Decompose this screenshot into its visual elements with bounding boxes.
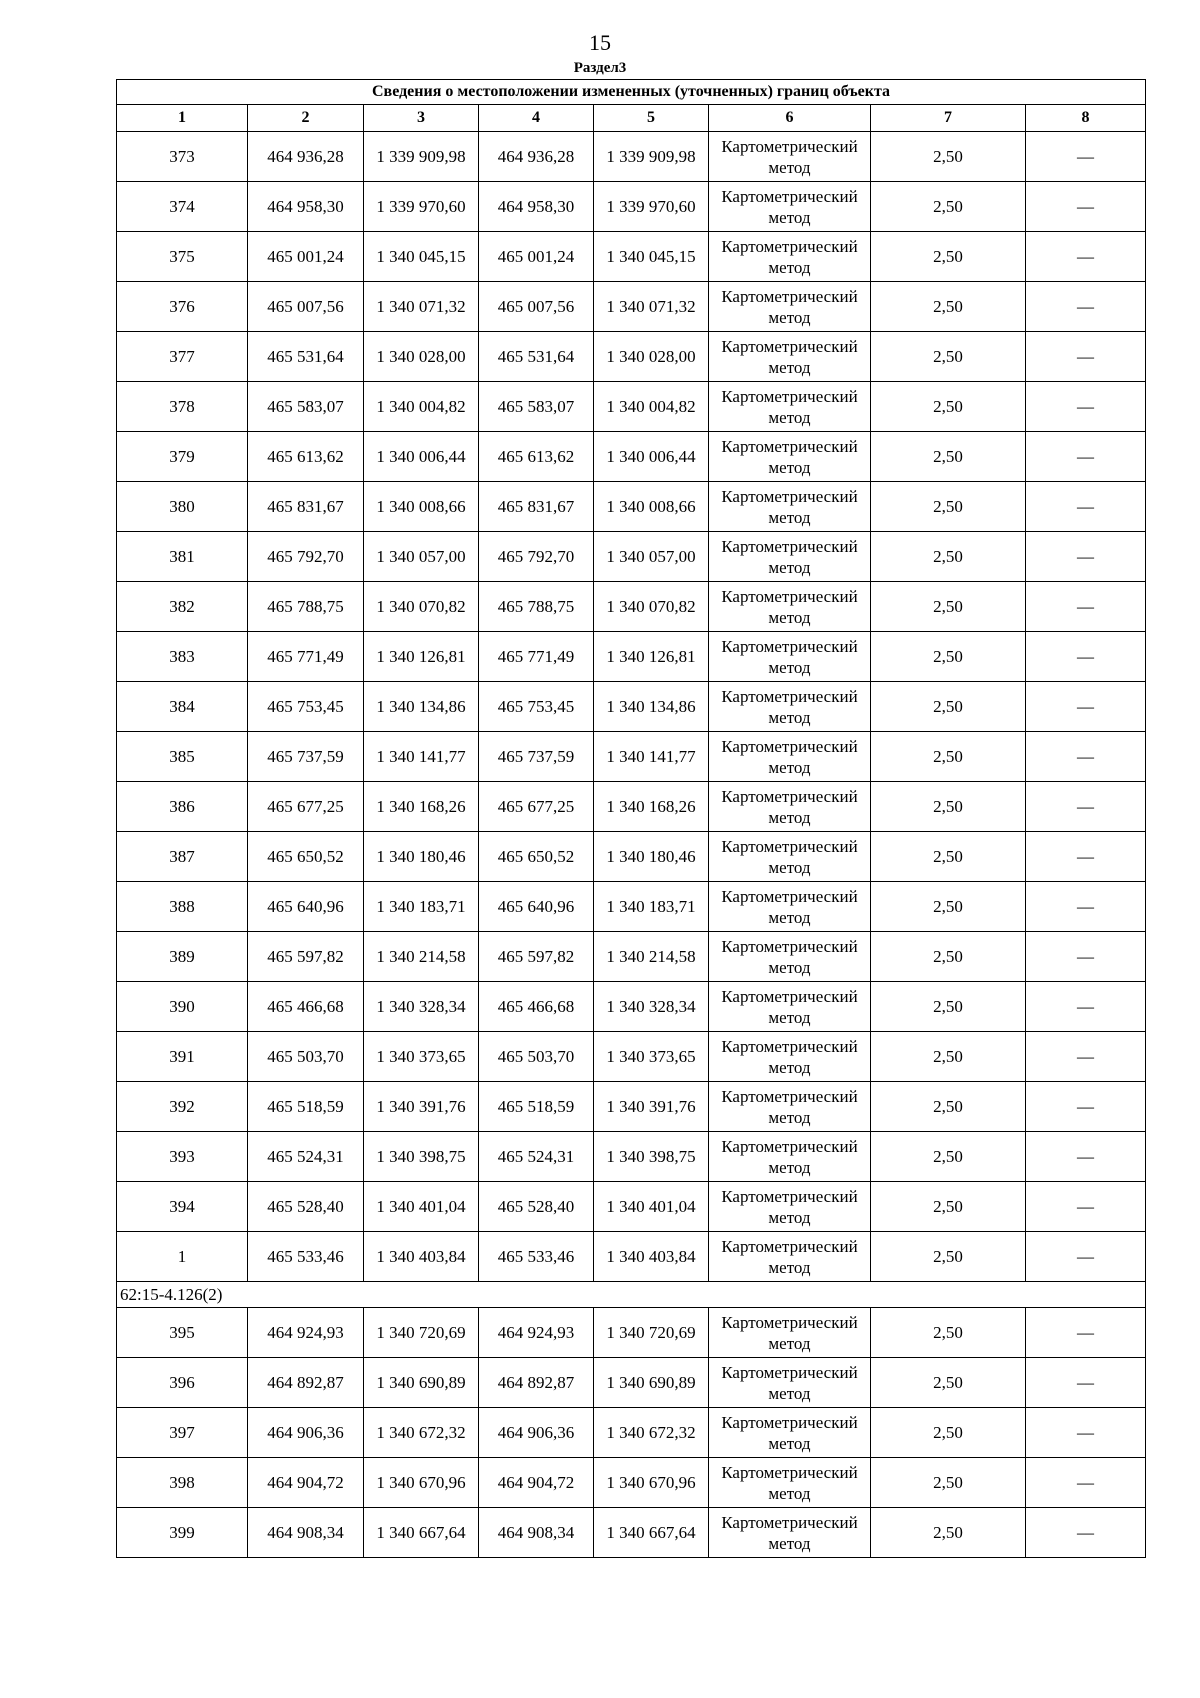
method-cell: Картометрический метод <box>709 432 871 482</box>
existing-x-cell: 465 640,96 <box>248 882 364 932</box>
new-y-cell: 1 340 214,58 <box>594 932 709 982</box>
new-y-cell: 1 340 672,32 <box>594 1408 709 1458</box>
existing-x-cell: 465 503,70 <box>248 1032 364 1082</box>
table-row <box>117 882 1146 932</box>
new-y-cell: 1 340 391,76 <box>594 1082 709 1132</box>
accuracy-cell: 2,50 <box>871 1458 1026 1508</box>
point-number-cell: 395 <box>117 1308 248 1358</box>
existing-y-cell: 1 340 134,86 <box>364 682 479 732</box>
point-number-cell: 380 <box>117 482 248 532</box>
description-cell: — <box>1026 582 1146 632</box>
point-number-cell: 389 <box>117 932 248 982</box>
existing-y-cell: 1 340 071,32 <box>364 282 479 332</box>
column-header: 5 <box>594 105 709 132</box>
description-cell: — <box>1026 882 1146 932</box>
description-cell: — <box>1026 1132 1146 1182</box>
new-y-cell: 1 340 134,86 <box>594 682 709 732</box>
accuracy-cell: 2,50 <box>871 932 1026 982</box>
existing-y-cell: 1 340 672,32 <box>364 1408 479 1458</box>
method-cell: Картометрический метод <box>709 882 871 932</box>
new-y-cell: 1 340 057,00 <box>594 532 709 582</box>
table-row <box>117 732 1146 782</box>
point-number-cell: 397 <box>117 1408 248 1458</box>
accuracy-cell: 2,50 <box>871 282 1026 332</box>
new-y-cell: 1 340 183,71 <box>594 882 709 932</box>
point-number-cell: 392 <box>117 1082 248 1132</box>
new-x-cell: 465 007,56 <box>479 282 594 332</box>
method-cell: Картометрический метод <box>709 682 871 732</box>
table-row <box>117 132 1146 182</box>
point-number-cell: 388 <box>117 882 248 932</box>
existing-y-cell: 1 339 970,60 <box>364 182 479 232</box>
point-number-cell: 382 <box>117 582 248 632</box>
description-cell: — <box>1026 432 1146 482</box>
new-x-cell: 465 788,75 <box>479 582 594 632</box>
table-title: Сведения о местоположении измененных (уточненных) границ объекта <box>117 80 1146 105</box>
description-cell: — <box>1026 982 1146 1032</box>
point-number-cell: 394 <box>117 1182 248 1232</box>
description-cell: — <box>1026 1232 1146 1282</box>
existing-y-cell: 1 340 670,96 <box>364 1458 479 1508</box>
new-x-cell: 464 906,36 <box>479 1408 594 1458</box>
existing-x-cell: 465 524,31 <box>248 1132 364 1182</box>
new-y-cell: 1 340 720,69 <box>594 1308 709 1358</box>
description-cell: — <box>1026 1308 1146 1358</box>
method-cell: Картометрический метод <box>709 632 871 682</box>
method-cell: Картометрический метод <box>709 482 871 532</box>
new-x-cell: 465 792,70 <box>479 532 594 582</box>
method-cell: Картометрический метод <box>709 232 871 282</box>
accuracy-cell: 2,50 <box>871 1082 1026 1132</box>
existing-y-cell: 1 339 909,98 <box>364 132 479 182</box>
accuracy-cell: 2,50 <box>871 732 1026 782</box>
existing-y-cell: 1 340 391,76 <box>364 1082 479 1132</box>
new-x-cell: 465 831,67 <box>479 482 594 532</box>
method-cell: Картометрический метод <box>709 1358 871 1408</box>
accuracy-cell: 2,50 <box>871 682 1026 732</box>
table-row <box>117 932 1146 982</box>
existing-y-cell: 1 340 057,00 <box>364 532 479 582</box>
existing-y-cell: 1 340 401,04 <box>364 1182 479 1232</box>
new-x-cell: 465 737,59 <box>479 732 594 782</box>
method-cell: Картометрический метод <box>709 1508 871 1558</box>
existing-x-cell: 465 831,67 <box>248 482 364 532</box>
new-y-cell: 1 340 126,81 <box>594 632 709 682</box>
new-x-cell: 465 583,07 <box>479 382 594 432</box>
existing-x-cell: 465 533,46 <box>248 1232 364 1282</box>
method-cell: Картометрический метод <box>709 1132 871 1182</box>
description-cell: — <box>1026 932 1146 982</box>
description-cell: — <box>1026 1082 1146 1132</box>
new-x-cell: 464 892,87 <box>479 1358 594 1408</box>
existing-y-cell: 1 340 008,66 <box>364 482 479 532</box>
accuracy-cell: 2,50 <box>871 1182 1026 1232</box>
column-header: 8 <box>1026 105 1146 132</box>
method-cell: Картометрический метод <box>709 532 871 582</box>
existing-x-cell: 464 958,30 <box>248 182 364 232</box>
existing-x-cell: 465 466,68 <box>248 982 364 1032</box>
description-cell: — <box>1026 482 1146 532</box>
point-number-cell: 385 <box>117 732 248 782</box>
existing-y-cell: 1 340 004,82 <box>364 382 479 432</box>
existing-y-cell: 1 340 141,77 <box>364 732 479 782</box>
new-x-cell: 465 771,49 <box>479 632 594 682</box>
table-row <box>117 1082 1146 1132</box>
existing-x-cell: 465 788,75 <box>248 582 364 632</box>
existing-y-cell: 1 340 373,65 <box>364 1032 479 1082</box>
new-y-cell: 1 340 401,04 <box>594 1182 709 1232</box>
table-row <box>117 282 1146 332</box>
accuracy-cell: 2,50 <box>871 882 1026 932</box>
table-row <box>117 382 1146 432</box>
new-x-cell: 464 908,34 <box>479 1508 594 1558</box>
new-x-cell: 465 597,82 <box>479 932 594 982</box>
existing-y-cell: 1 340 403,84 <box>364 1232 479 1282</box>
method-cell: Картометрический метод <box>709 1032 871 1082</box>
existing-x-cell: 464 906,36 <box>248 1408 364 1458</box>
accuracy-cell: 2,50 <box>871 982 1026 1032</box>
boundary-coordinates-table <box>116 79 1146 1558</box>
method-cell: Картометрический метод <box>709 1232 871 1282</box>
existing-x-cell: 465 737,59 <box>248 732 364 782</box>
parcel-group-row <box>117 1282 1146 1308</box>
new-x-cell: 465 613,62 <box>479 432 594 482</box>
description-cell: — <box>1026 1032 1146 1082</box>
accuracy-cell: 2,50 <box>871 532 1026 582</box>
table-row <box>117 1232 1146 1282</box>
new-y-cell: 1 340 690,89 <box>594 1358 709 1408</box>
column-header: 6 <box>709 105 871 132</box>
description-cell: — <box>1026 1408 1146 1458</box>
new-y-cell: 1 340 008,66 <box>594 482 709 532</box>
new-y-cell: 1 340 071,32 <box>594 282 709 332</box>
table-row <box>117 232 1146 282</box>
existing-y-cell: 1 340 168,26 <box>364 782 479 832</box>
table-row <box>117 1132 1146 1182</box>
method-cell: Картометрический метод <box>709 782 871 832</box>
new-y-cell: 1 340 403,84 <box>594 1232 709 1282</box>
existing-y-cell: 1 340 690,89 <box>364 1358 479 1408</box>
table-row <box>117 1508 1146 1558</box>
point-number-cell: 377 <box>117 332 248 382</box>
description-cell: — <box>1026 382 1146 432</box>
page-number: 15 <box>589 30 611 55</box>
existing-x-cell: 464 924,93 <box>248 1308 364 1358</box>
existing-y-cell: 1 340 180,46 <box>364 832 479 882</box>
new-x-cell: 465 753,45 <box>479 682 594 732</box>
method-cell: Картометрический метод <box>709 182 871 232</box>
column-header: 7 <box>871 105 1026 132</box>
existing-y-cell: 1 340 070,82 <box>364 582 479 632</box>
method-cell: Картометрический метод <box>709 1082 871 1132</box>
existing-y-cell: 1 340 045,15 <box>364 232 479 282</box>
accuracy-cell: 2,50 <box>871 632 1026 682</box>
description-cell: — <box>1026 1182 1146 1232</box>
point-number-cell: 398 <box>117 1458 248 1508</box>
point-number-cell: 393 <box>117 1132 248 1182</box>
existing-x-cell: 464 936,28 <box>248 132 364 182</box>
point-number-cell: 378 <box>117 382 248 432</box>
point-number-cell: 375 <box>117 232 248 282</box>
method-cell: Картометрический метод <box>709 282 871 332</box>
new-y-cell: 1 340 141,77 <box>594 732 709 782</box>
method-cell: Картометрический метод <box>709 332 871 382</box>
table-row <box>117 532 1146 582</box>
accuracy-cell: 2,50 <box>871 132 1026 182</box>
accuracy-cell: 2,50 <box>871 1358 1026 1408</box>
point-number-cell: 1 <box>117 1232 248 1282</box>
description-cell: — <box>1026 1458 1146 1508</box>
method-cell: Картометрический метод <box>709 1408 871 1458</box>
existing-x-cell: 465 613,62 <box>248 432 364 482</box>
accuracy-cell: 2,50 <box>871 1232 1026 1282</box>
accuracy-cell: 2,50 <box>871 182 1026 232</box>
method-cell: Картометрический метод <box>709 832 871 882</box>
new-x-cell: 465 640,96 <box>479 882 594 932</box>
existing-x-cell: 465 753,45 <box>248 682 364 732</box>
point-number-cell: 383 <box>117 632 248 682</box>
column-header-row <box>117 105 1146 132</box>
table-row <box>117 982 1146 1032</box>
existing-x-cell: 465 771,49 <box>248 632 364 682</box>
existing-y-cell: 1 340 720,69 <box>364 1308 479 1358</box>
point-number-cell: 373 <box>117 132 248 182</box>
method-cell: Картометрический метод <box>709 382 871 432</box>
description-cell: — <box>1026 232 1146 282</box>
existing-x-cell: 465 001,24 <box>248 232 364 282</box>
table-row <box>117 832 1146 882</box>
existing-x-cell: 465 650,52 <box>248 832 364 882</box>
existing-y-cell: 1 340 667,64 <box>364 1508 479 1558</box>
new-x-cell: 464 924,93 <box>479 1308 594 1358</box>
new-y-cell: 1 339 909,98 <box>594 132 709 182</box>
new-x-cell: 465 518,59 <box>479 1082 594 1132</box>
point-number-cell: 387 <box>117 832 248 882</box>
accuracy-cell: 2,50 <box>871 332 1026 382</box>
new-y-cell: 1 340 180,46 <box>594 832 709 882</box>
new-y-cell: 1 340 045,15 <box>594 232 709 282</box>
new-x-cell: 464 904,72 <box>479 1458 594 1508</box>
new-x-cell: 465 677,25 <box>479 782 594 832</box>
table-row <box>117 432 1146 482</box>
table-row <box>117 1358 1146 1408</box>
new-y-cell: 1 340 004,82 <box>594 382 709 432</box>
table-row <box>117 1458 1146 1508</box>
point-number-cell: 399 <box>117 1508 248 1558</box>
point-number-cell: 381 <box>117 532 248 582</box>
new-y-cell: 1 340 373,65 <box>594 1032 709 1082</box>
new-x-cell: 465 533,46 <box>479 1232 594 1282</box>
accuracy-cell: 2,50 <box>871 782 1026 832</box>
description-cell: — <box>1026 782 1146 832</box>
point-number-cell: 390 <box>117 982 248 1032</box>
column-header: 1 <box>117 105 248 132</box>
accuracy-cell: 2,50 <box>871 582 1026 632</box>
method-cell: Картометрический метод <box>709 732 871 782</box>
table-title-row <box>117 80 1146 105</box>
accuracy-cell: 2,50 <box>871 1408 1026 1458</box>
accuracy-cell: 2,50 <box>871 482 1026 532</box>
table-row <box>117 782 1146 832</box>
description-cell: — <box>1026 182 1146 232</box>
existing-x-cell: 465 531,64 <box>248 332 364 382</box>
section-label: Раздел3 <box>573 60 627 76</box>
accuracy-cell: 2,50 <box>871 1508 1026 1558</box>
new-y-cell: 1 340 168,26 <box>594 782 709 832</box>
table-row <box>117 632 1146 682</box>
point-number-cell: 396 <box>117 1358 248 1408</box>
new-x-cell: 465 650,52 <box>479 832 594 882</box>
description-cell: — <box>1026 1358 1146 1408</box>
description-cell: — <box>1026 682 1146 732</box>
new-x-cell: 465 524,31 <box>479 1132 594 1182</box>
existing-y-cell: 1 340 006,44 <box>364 432 479 482</box>
method-cell: Картометрический метод <box>709 132 871 182</box>
column-header: 2 <box>248 105 364 132</box>
existing-x-cell: 464 892,87 <box>248 1358 364 1408</box>
description-cell: — <box>1026 282 1146 332</box>
new-x-cell: 465 503,70 <box>479 1032 594 1082</box>
existing-x-cell: 465 007,56 <box>248 282 364 332</box>
existing-x-cell: 465 528,40 <box>248 1182 364 1232</box>
new-y-cell: 1 340 670,96 <box>594 1458 709 1508</box>
new-y-cell: 1 340 070,82 <box>594 582 709 632</box>
accuracy-cell: 2,50 <box>871 382 1026 432</box>
description-cell: — <box>1026 832 1146 882</box>
method-cell: Картометрический метод <box>709 582 871 632</box>
method-cell: Картометрический метод <box>709 932 871 982</box>
method-cell: Картометрический метод <box>709 1308 871 1358</box>
column-header: 4 <box>479 105 594 132</box>
new-x-cell: 464 958,30 <box>479 182 594 232</box>
table-row <box>117 332 1146 382</box>
method-cell: Картометрический метод <box>709 1458 871 1508</box>
existing-x-cell: 464 908,34 <box>248 1508 364 1558</box>
existing-y-cell: 1 340 214,58 <box>364 932 479 982</box>
existing-x-cell: 465 518,59 <box>248 1082 364 1132</box>
point-number-cell: 384 <box>117 682 248 732</box>
table-row <box>117 582 1146 632</box>
table-row <box>117 182 1146 232</box>
accuracy-cell: 2,50 <box>871 232 1026 282</box>
new-y-cell: 1 340 667,64 <box>594 1508 709 1558</box>
method-cell: Картометрический метод <box>709 982 871 1032</box>
new-y-cell: 1 340 398,75 <box>594 1132 709 1182</box>
new-x-cell: 465 531,64 <box>479 332 594 382</box>
new-x-cell: 465 001,24 <box>479 232 594 282</box>
parcel-group-label: 62:15-4.126(2) <box>117 1282 1146 1308</box>
description-cell: — <box>1026 1508 1146 1558</box>
description-cell: — <box>1026 632 1146 682</box>
new-x-cell: 464 936,28 <box>479 132 594 182</box>
existing-y-cell: 1 340 328,34 <box>364 982 479 1032</box>
new-y-cell: 1 340 028,00 <box>594 332 709 382</box>
new-y-cell: 1 340 006,44 <box>594 432 709 482</box>
description-cell: — <box>1026 332 1146 382</box>
existing-x-cell: 465 583,07 <box>248 382 364 432</box>
table-row <box>117 1032 1146 1082</box>
existing-y-cell: 1 340 183,71 <box>364 882 479 932</box>
accuracy-cell: 2,50 <box>871 432 1026 482</box>
existing-y-cell: 1 340 028,00 <box>364 332 479 382</box>
description-cell: — <box>1026 532 1146 582</box>
existing-y-cell: 1 340 398,75 <box>364 1132 479 1182</box>
new-y-cell: 1 340 328,34 <box>594 982 709 1032</box>
method-cell: Картометрический метод <box>709 1182 871 1232</box>
point-number-cell: 376 <box>117 282 248 332</box>
description-cell: — <box>1026 132 1146 182</box>
accuracy-cell: 2,50 <box>871 1308 1026 1358</box>
table-row <box>117 1182 1146 1232</box>
existing-x-cell: 465 677,25 <box>248 782 364 832</box>
point-number-cell: 374 <box>117 182 248 232</box>
accuracy-cell: 2,50 <box>871 832 1026 882</box>
existing-x-cell: 465 792,70 <box>248 532 364 582</box>
table-row <box>117 482 1146 532</box>
existing-x-cell: 465 597,82 <box>248 932 364 982</box>
point-number-cell: 379 <box>117 432 248 482</box>
existing-y-cell: 1 340 126,81 <box>364 632 479 682</box>
existing-x-cell: 464 904,72 <box>248 1458 364 1508</box>
table-row <box>117 1308 1146 1358</box>
new-x-cell: 465 528,40 <box>479 1182 594 1232</box>
point-number-cell: 391 <box>117 1032 248 1082</box>
point-number-cell: 386 <box>117 782 248 832</box>
accuracy-cell: 2,50 <box>871 1132 1026 1182</box>
new-y-cell: 1 339 970,60 <box>594 182 709 232</box>
table-row <box>117 682 1146 732</box>
description-cell: — <box>1026 732 1146 782</box>
table-row <box>117 1408 1146 1458</box>
accuracy-cell: 2,50 <box>871 1032 1026 1082</box>
column-header: 3 <box>364 105 479 132</box>
new-x-cell: 465 466,68 <box>479 982 594 1032</box>
